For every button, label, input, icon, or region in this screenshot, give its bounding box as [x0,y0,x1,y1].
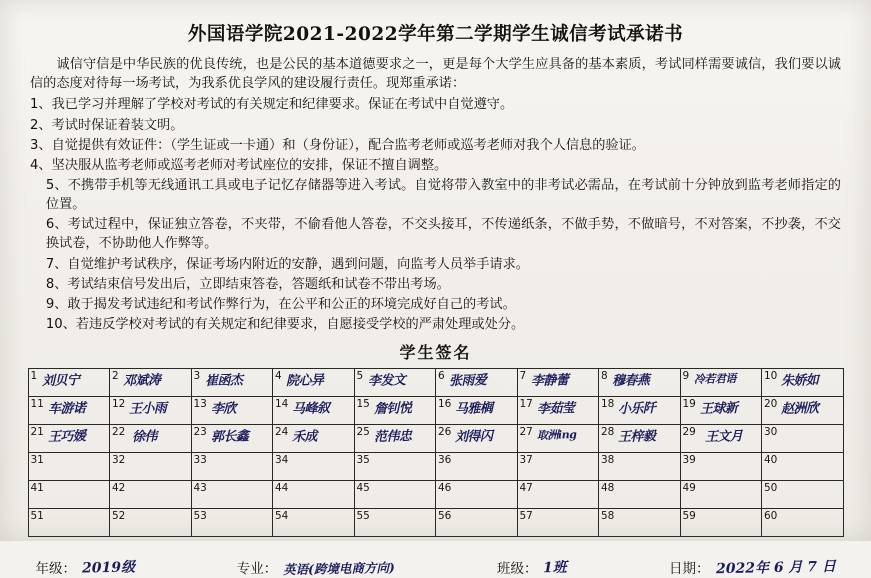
student-signature: 李茹莹 [536,401,575,418]
grade-value: 2019级 [81,559,136,577]
cell-number: 36 [438,454,452,467]
date-field[interactable] [669,557,835,577]
signature-cell[interactable] [354,425,436,453]
cell-number: 39 [682,454,696,467]
cell-number: 42 [112,482,126,495]
clause-7: 7、自觉维护考试秩序，保证考场内附近的安静，遇到问题，向监考人员举手请求。 [45,256,529,272]
signature-cell[interactable] [110,369,192,397]
major-label: 专业： [236,561,278,578]
signature-cell[interactable] [680,509,762,537]
major-value: 英语(跨境电商方向) [283,559,396,578]
clause-2: 2、考试时保证着装文明。 [30,117,184,133]
grade-label: 年级： [35,561,76,578]
cell-number: 38 [601,454,615,467]
student-signature: 王梓毅 [617,429,656,446]
cell-number: 32 [112,454,126,467]
student-signature: 崔函杰 [204,373,243,390]
cell-number: 5 [356,370,364,383]
table-row [28,481,843,509]
student-signature: 张雨爱 [448,373,487,390]
signature-cell[interactable] [436,509,518,537]
date-value: 2022年 6 月 7 日 [715,558,836,578]
student-signature: 王文月 [704,429,743,446]
student-signature: 禾成 [291,429,318,446]
student-signature: 李发文 [367,373,406,390]
intro-paragraph: 诚信守信是中华民族的优良传统，也是公民的基本道德要求之一，更是每个大学生应具备的基本素质，考试同样需要诚信，我们要以诚信的态度对待每一场考试，为我系优良学风的建设履行责任。现郑重承诺： [30,57,841,91]
cell-number: 51 [30,510,44,523]
student-signature: 朱娇如 [780,373,819,390]
student-signature [123,453,189,454]
signature-cell[interactable] [28,481,110,509]
signature-cell[interactable] [599,425,681,453]
signature-cell[interactable] [191,481,273,509]
student-signature [775,509,841,510]
signature-cell[interactable] [110,509,192,537]
cell-number: 16 [438,398,452,411]
class-field[interactable] [497,557,567,577]
student-signature: 小乐阡 [617,401,656,418]
cell-number: 53 [193,510,207,523]
signature-table [28,368,844,537]
student-signature: 王小雨 [128,401,167,418]
student-signature [775,481,841,482]
student-signature [449,453,515,454]
student-signature: 郭长鑫 [210,429,249,446]
cell-number: 11 [30,398,44,411]
signature-cell[interactable] [354,509,436,537]
student-signature [368,509,434,510]
student-signature: 马雅榈 [454,401,493,418]
cell-number: 40 [764,454,778,467]
cell-number: 17 [519,398,533,411]
signature-cell[interactable] [28,453,110,481]
signature-heading: 学生签名 [399,343,472,363]
cell-number: 45 [356,482,370,495]
student-signature: 李静蕾 [530,373,569,390]
student-signature: 李欣 [210,401,236,418]
signature-cell[interactable] [273,425,355,453]
student-signature [449,481,515,482]
signature-cell[interactable] [354,481,436,509]
student-signature: 穆春燕 [611,373,650,390]
cell-number: 57 [519,510,533,523]
student-signature [612,509,678,510]
signature-cell[interactable] [762,509,844,537]
cell-number: 26 [438,426,452,439]
student-signature: 马峰叙 [291,401,330,418]
signature-cell[interactable] [680,453,762,481]
student-signature [123,481,189,482]
student-signature: 院心异 [285,373,324,390]
cell-number: 23 [193,426,207,439]
signature-cell[interactable] [599,453,681,481]
cell-number: 58 [601,510,615,523]
cell-number: 52 [112,510,126,523]
signature-cell[interactable] [599,369,681,397]
signature-cell[interactable] [28,369,110,397]
clause-10: 10、若违反学校对考试的有关规定和纪律要求，自愿接受学校的严肃处理或处分。 [45,317,525,333]
cell-number: 31 [30,454,44,467]
student-signature [781,425,841,426]
signature-cell[interactable] [28,509,110,537]
signature-cell[interactable] [273,509,355,537]
signature-cell[interactable] [762,425,844,453]
signature-cell[interactable] [191,369,273,397]
student-signature [205,453,271,454]
signature-cell[interactable] [517,481,599,509]
signature-cell[interactable] [517,425,599,453]
signature-cell[interactable] [436,453,518,481]
cell-number: 41 [30,482,44,495]
signature-cell[interactable] [680,397,762,425]
table-row [28,369,843,397]
cell-number: 34 [275,454,289,467]
table-row [28,425,843,453]
student-signature: 王球新 [699,401,738,418]
cell-number: 22 [112,426,126,439]
signature-cell[interactable] [273,453,355,481]
signature-cell[interactable] [762,481,844,509]
clause-4: 4、坚决服从监考老师或巡考老师对考试座位的安排，保证不擅自调整。 [30,157,448,173]
cell-number: 21 [30,426,44,439]
student-signature [286,509,352,510]
student-signature: 詹钊悦 [373,401,412,418]
signature-cell[interactable] [762,369,844,397]
cell-number: 54 [275,510,289,523]
student-signature: 赵洲欣 [780,401,819,418]
cell-number: 27 [519,426,533,439]
student-signature [694,509,760,510]
cell-number: 24 [275,426,289,439]
cell-number: 13 [193,398,207,411]
cell-number: 14 [275,398,289,411]
cell-number: 20 [764,398,778,411]
signature-cell[interactable] [599,481,681,509]
cell-number: 10 [764,370,778,383]
clause-8: 8、考试结束信号发出后，立即结束答卷，答题纸和试卷不带出考场。 [45,276,450,292]
table-row [28,453,843,481]
cell-number: 56 [438,510,452,523]
cell-number: 44 [275,482,289,495]
student-signature [42,509,108,510]
signature-cell[interactable] [762,453,844,481]
clause-3: 3、自觉提供有效证件：（学生证或一卡通）和（身份证），配合监考老师或巡考老师对我个人信息的验证。 [30,137,645,153]
date-label: 日期： [669,561,710,578]
clause-6: 6、考试过程中，保证独立答卷，不夹带，不偷看他人答卷，不交头接耳，不传递纸条，不做手势，不做暗号，不对答案，不抄袭，不交换试卷，不协助他人作弊等。 [45,217,841,252]
cell-number: 59 [682,510,696,523]
cell-number: 2 [112,370,119,383]
student-signature [286,481,352,482]
student-signature: 范伟忠 [373,429,412,446]
cell-number: 8 [601,370,608,383]
signature-cell[interactable] [191,509,273,537]
signature-cell[interactable] [110,425,192,453]
signature-cell[interactable] [436,481,518,509]
student-signature [531,481,597,482]
cell-number: 15 [356,398,370,411]
cell-number: 12 [112,398,126,411]
signature-cell[interactable] [517,397,599,425]
signature-cell[interactable] [517,453,599,481]
signature-cell[interactable] [599,509,681,537]
signature-cell[interactable] [599,397,681,425]
student-signature [42,453,108,454]
cell-number: 48 [601,482,615,495]
signature-cell[interactable] [436,397,518,425]
signature-cell[interactable] [517,369,599,397]
signature-cell[interactable] [273,481,355,509]
cell-number: 9 [682,370,690,383]
student-signature [531,509,597,510]
cell-number: 43 [193,482,207,495]
signature-cell[interactable] [762,397,844,425]
cell-number: 18 [601,398,615,411]
student-signature [694,481,760,482]
cell-number: 50 [764,482,778,495]
cell-number: 19 [682,398,696,411]
signature-cell[interactable] [680,425,762,453]
cell-number: 55 [356,510,370,523]
cell-number: 4 [275,370,282,383]
signature-cell[interactable] [354,453,436,481]
cell-number: 46 [438,482,452,495]
signature-cell[interactable] [110,453,192,481]
student-signature: 刘贝宁 [41,373,80,390]
signature-cell[interactable] [436,425,518,453]
signature-cell[interactable] [680,481,762,509]
student-signature [775,453,841,454]
signature-cell[interactable] [680,369,762,397]
signature-cell[interactable] [354,397,436,425]
cell-number: 25 [356,426,370,439]
signature-cell[interactable] [191,425,273,453]
signature-cell[interactable] [28,397,110,425]
student-signature: 冷若君语 [693,372,736,387]
signature-cell[interactable] [28,425,110,453]
student-signature [368,481,434,482]
student-signature [123,509,189,510]
cell-number: 7 [519,370,527,383]
signature-cell[interactable] [273,397,355,425]
signature-cell[interactable] [191,397,273,425]
student-signature: 取洲ing [536,428,576,443]
class-label: 班级： [496,561,538,578]
cell-number: 60 [764,510,778,523]
clause-5: 5、不携带手机等无线通讯工具或电子记忆存储器等进入考试。自觉将带入教室中的非考试必需品，在考试前十分钟放到监考老师指定的位置。 [45,178,841,213]
table-row [28,397,843,425]
student-signature: 车游诺 [47,401,86,418]
major-field[interactable] [237,557,395,577]
student-signature [205,481,271,482]
table-row [28,509,843,537]
student-signature: 徐伟 [131,429,158,446]
clause-1: 1、我已学习并理解了学校对考试的有关规定和纪律要求。保证在考试中自觉遵守。 [30,97,514,113]
cell-number: 3 [193,370,201,383]
cell-number: 47 [519,482,533,495]
signature-cell[interactable] [354,369,436,397]
signature-cell[interactable] [110,397,192,425]
grade-field[interactable] [36,557,135,577]
student-signature [612,453,678,454]
signature-cell[interactable] [191,453,273,481]
cell-number: 37 [519,454,533,467]
cell-number: 49 [682,482,696,495]
student-signature [368,453,434,454]
student-signature [205,509,271,510]
student-signature: 刘得闪 [454,429,493,446]
class-value: 1班 [543,559,568,577]
footer-fields [36,557,836,577]
student-signature [286,453,352,454]
cell-number: 35 [356,454,370,467]
student-signature [694,453,760,454]
signature-cell[interactable] [517,509,599,537]
page-title: 外国语学院2021-2022学年第二学期学生诚信考试承诺书 [187,24,684,45]
student-signature: 王巧媛 [47,429,86,446]
signature-cell[interactable] [110,481,192,509]
cell-number: 1 [30,370,38,383]
cell-number: 30 [764,426,778,439]
student-signature: 邓斌涛 [122,373,161,390]
cell-number: 28 [601,426,615,439]
signature-cell[interactable] [436,369,518,397]
student-signature [531,453,597,454]
cell-number: 33 [193,454,207,467]
clause-9: 9、敢于揭发考试违纪和考试作弊行为，在公平和公正的环境完成好自己的考试。 [45,296,516,312]
cell-number: 6 [438,370,445,383]
student-signature [612,481,678,482]
signature-cell[interactable] [273,369,355,397]
student-signature [449,509,515,510]
student-signature [42,481,108,482]
cell-number: 29 [682,426,696,439]
